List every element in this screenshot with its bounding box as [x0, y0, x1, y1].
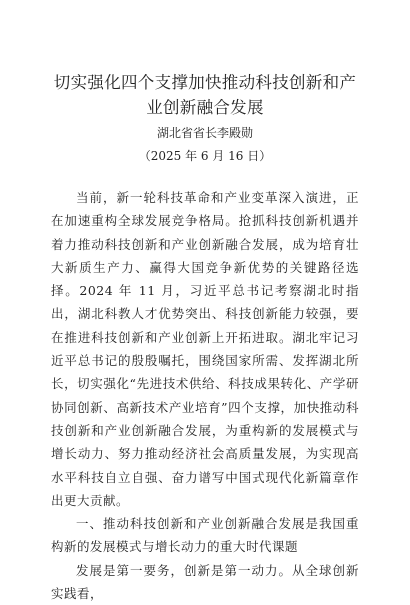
article-byline: 湖北省省长李殿勋: [156, 126, 253, 140]
body-paragraph: 发展是第一要务，创新是第一动力。从全球创新实践看，: [51, 562, 359, 602]
article-date: （2025 年 6 月 16 日）: [138, 149, 272, 163]
article-title: 切实强化四个支撑加快推动科技创新和产业创新融合发展: [53, 73, 357, 117]
section-heading: 一、推动科技创新和产业创新融合发展是我国重构新的发展模式与增长动力的重大时代课题: [51, 516, 359, 555]
body-paragraph: 当前，新一轮科技革命和产业变革深入演进，正在加速重构全球发展竞争格局。抢抓科技创新机遇并着力推动科技创新和产业创新融合发展，成为培育壮大新质生产力、赢得大国竞争新优势的关键路径选择。2024 年 11 月，习近平总书记考察湖北时指出，湖北科教人才优势突出、科技创新能力较强，要在推进科技创新和产业创新上开拓进取。湖北牢记习近平总书记的殷殷嘱托，围绕国家所需、发挥湖北所长，切实强化“先进技术供给、科技成果转化、产学研协同创新、高新技术产业培育”四个支撑，加快推动科技创新和产业创新融合发展，为重构新的发展模式与增长动力、努力推动经济社会高质量发展，为实现高水平科技自立自强、奋力谱写中国式现代化新篇章作出更大贡献。: [51, 190, 359, 508]
article-body: [51, 186, 359, 605]
